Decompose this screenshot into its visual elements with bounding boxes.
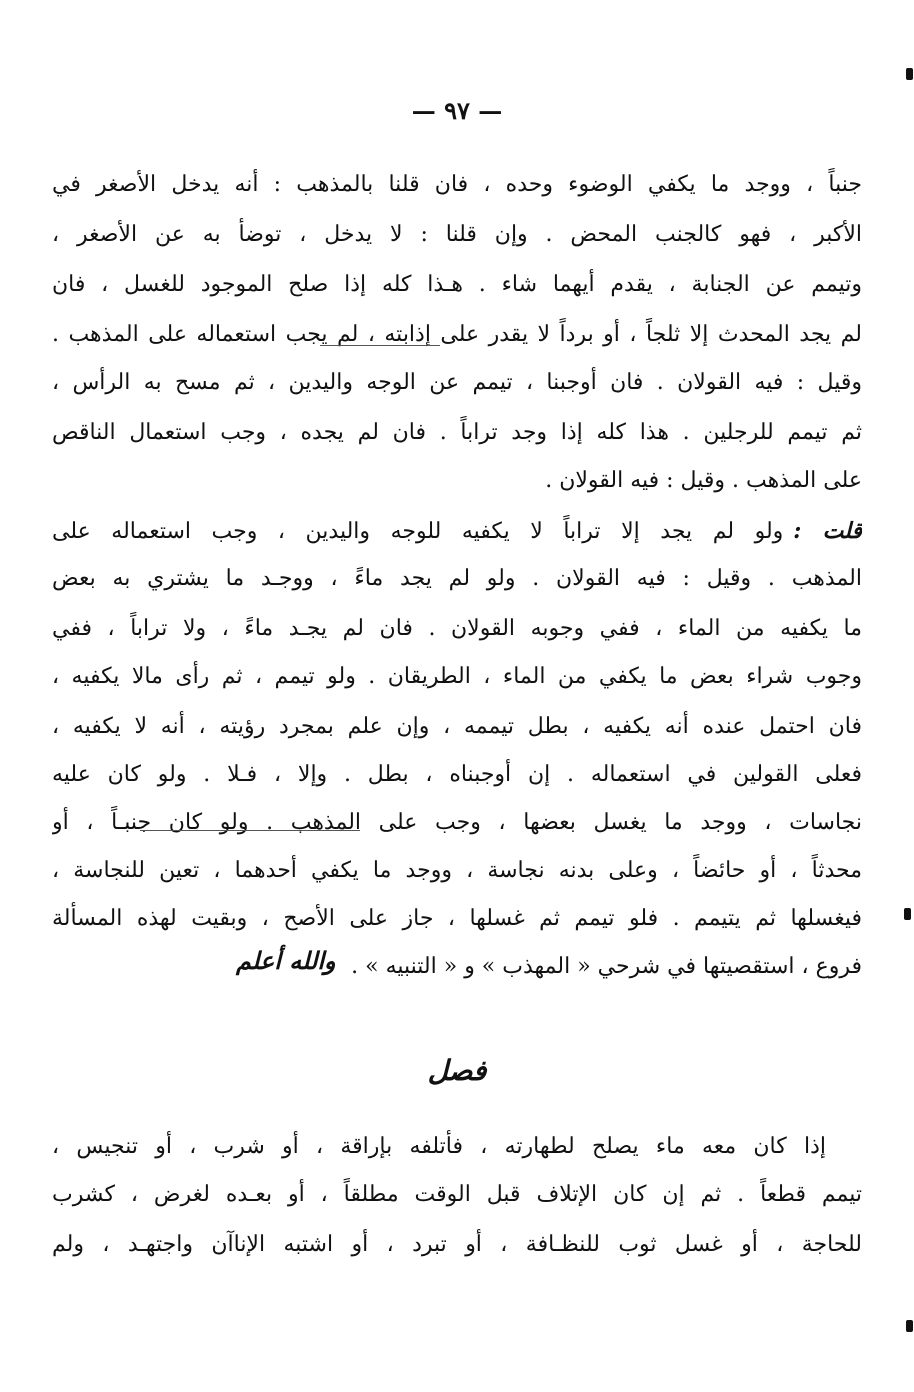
- text-line: إذا كان معه ماء يصلح لطهارته ، فأتلفه بإراقة ، أو شرب ، أو تنجيس ،: [52, 1134, 826, 1159]
- text-line: ما يكفيه من الماء ، ففي وجوبه القولان . فان لم يجـد ماءً ، ولا تراباً ، ففي: [52, 616, 862, 641]
- closing-phrase: والله أعلم: [236, 946, 336, 975]
- text-line: وتيمم عن الجنابة ، يقدم أيهما شاء . هـذا كله إذا صلح الموجود للغسل ، فان: [52, 272, 862, 297]
- text-line: فروع ، استقصيتها في شرحي « المهذب » و « التنبيه » .: [351, 954, 862, 979]
- text-line: محدثاً ، أو حائضاً ، وعلى بدنه نجاسة ، ووجد ما يكفي أحدهما ، تعين للنجاسة ،: [52, 858, 862, 883]
- text-line: ثم تيمم للرجلين . هذا كله إذا وجد تراباً . فان لم يجده ، وجب استعمال الناقص: [52, 420, 862, 445]
- text-line: على المذهب . وقيل : فيه القولان .: [545, 468, 862, 493]
- page-number: — ٩٧ —: [411, 96, 503, 125]
- text-line: الأكبر ، فهو كالجنب المحض . وإن قلنا : لا يدخل ، توضأ به عن الأصغر ،: [52, 222, 862, 247]
- text-line: جنباً ، ووجد ما يكفي الوضوء وحده ، فان قلنا بالمذهب : أنه يدخل الأصغر في: [52, 172, 862, 197]
- margin-mark: [906, 1320, 913, 1332]
- text-line: تيمم قطعاً . ثم إن كان الإتلاف قبل الوقت مطلقاً ، أو بعـده لغرض ، كشرب: [52, 1182, 862, 1207]
- paragraph-lead-word: قلت :: [793, 518, 862, 544]
- text-line: فان احتمل عنده أنه يكفيه ، بطل تيممه ، وإن علم بمجرد رؤيته ، أنه لا يكفيه ،: [52, 714, 862, 739]
- text-line: نجاسات ، ووجد ما يغسل بعضها ، وجب على المذهب . ولو كان جنبـاً ، أو: [52, 810, 862, 835]
- pencil-underline: [140, 830, 360, 831]
- text-line-content: ولو لم يجد إلا تراباً لا يكفيه للوجه واليدين ، وجب استعماله على: [52, 519, 784, 544]
- text-line: للحاجة ، أو غسل ثوب للنظـافة ، أو تبرد ، أو اشتبه الإناآن واجتهـد ، ولم: [52, 1232, 862, 1257]
- text-line: لم يجد المحدث إلا ثلجاً ، أو برداً لا يقدر على إذابته ، لم يجب استعماله على المذهب .: [52, 322, 862, 347]
- text-line: فعلى القولين في استعماله . إن أوجبناه ، بطل . وإلا ، فـلا . ولو كان عليه: [52, 762, 862, 787]
- text-line: فيغسلها ثم يتيمم . فلو تيمم ثم غسلها ، جاز على الأصح ، وبقيت لهذه المسألة: [52, 906, 862, 931]
- section-title: فصل: [427, 1054, 487, 1087]
- text-line: المذهب . وقيل : فيه القولان . ولو لم يجد ماءً ، ووجـد ما يشتري به بعض: [52, 566, 862, 591]
- text-line: وجوب شراء بعض ما يكفي من الماء ، الطريقان . ولو تيمم ، ثم رأى مالا يكفيه ،: [52, 664, 862, 689]
- margin-mark: [904, 908, 911, 920]
- text-line: وقيل : فيه القولان . فان أوجبنا ، تيمم عن الوجه واليدين ، ثم مسح به الرأس ،: [52, 370, 862, 395]
- text-line: [52, 508, 862, 554]
- margin-mark: [906, 68, 913, 80]
- pencil-underline: [320, 345, 440, 346]
